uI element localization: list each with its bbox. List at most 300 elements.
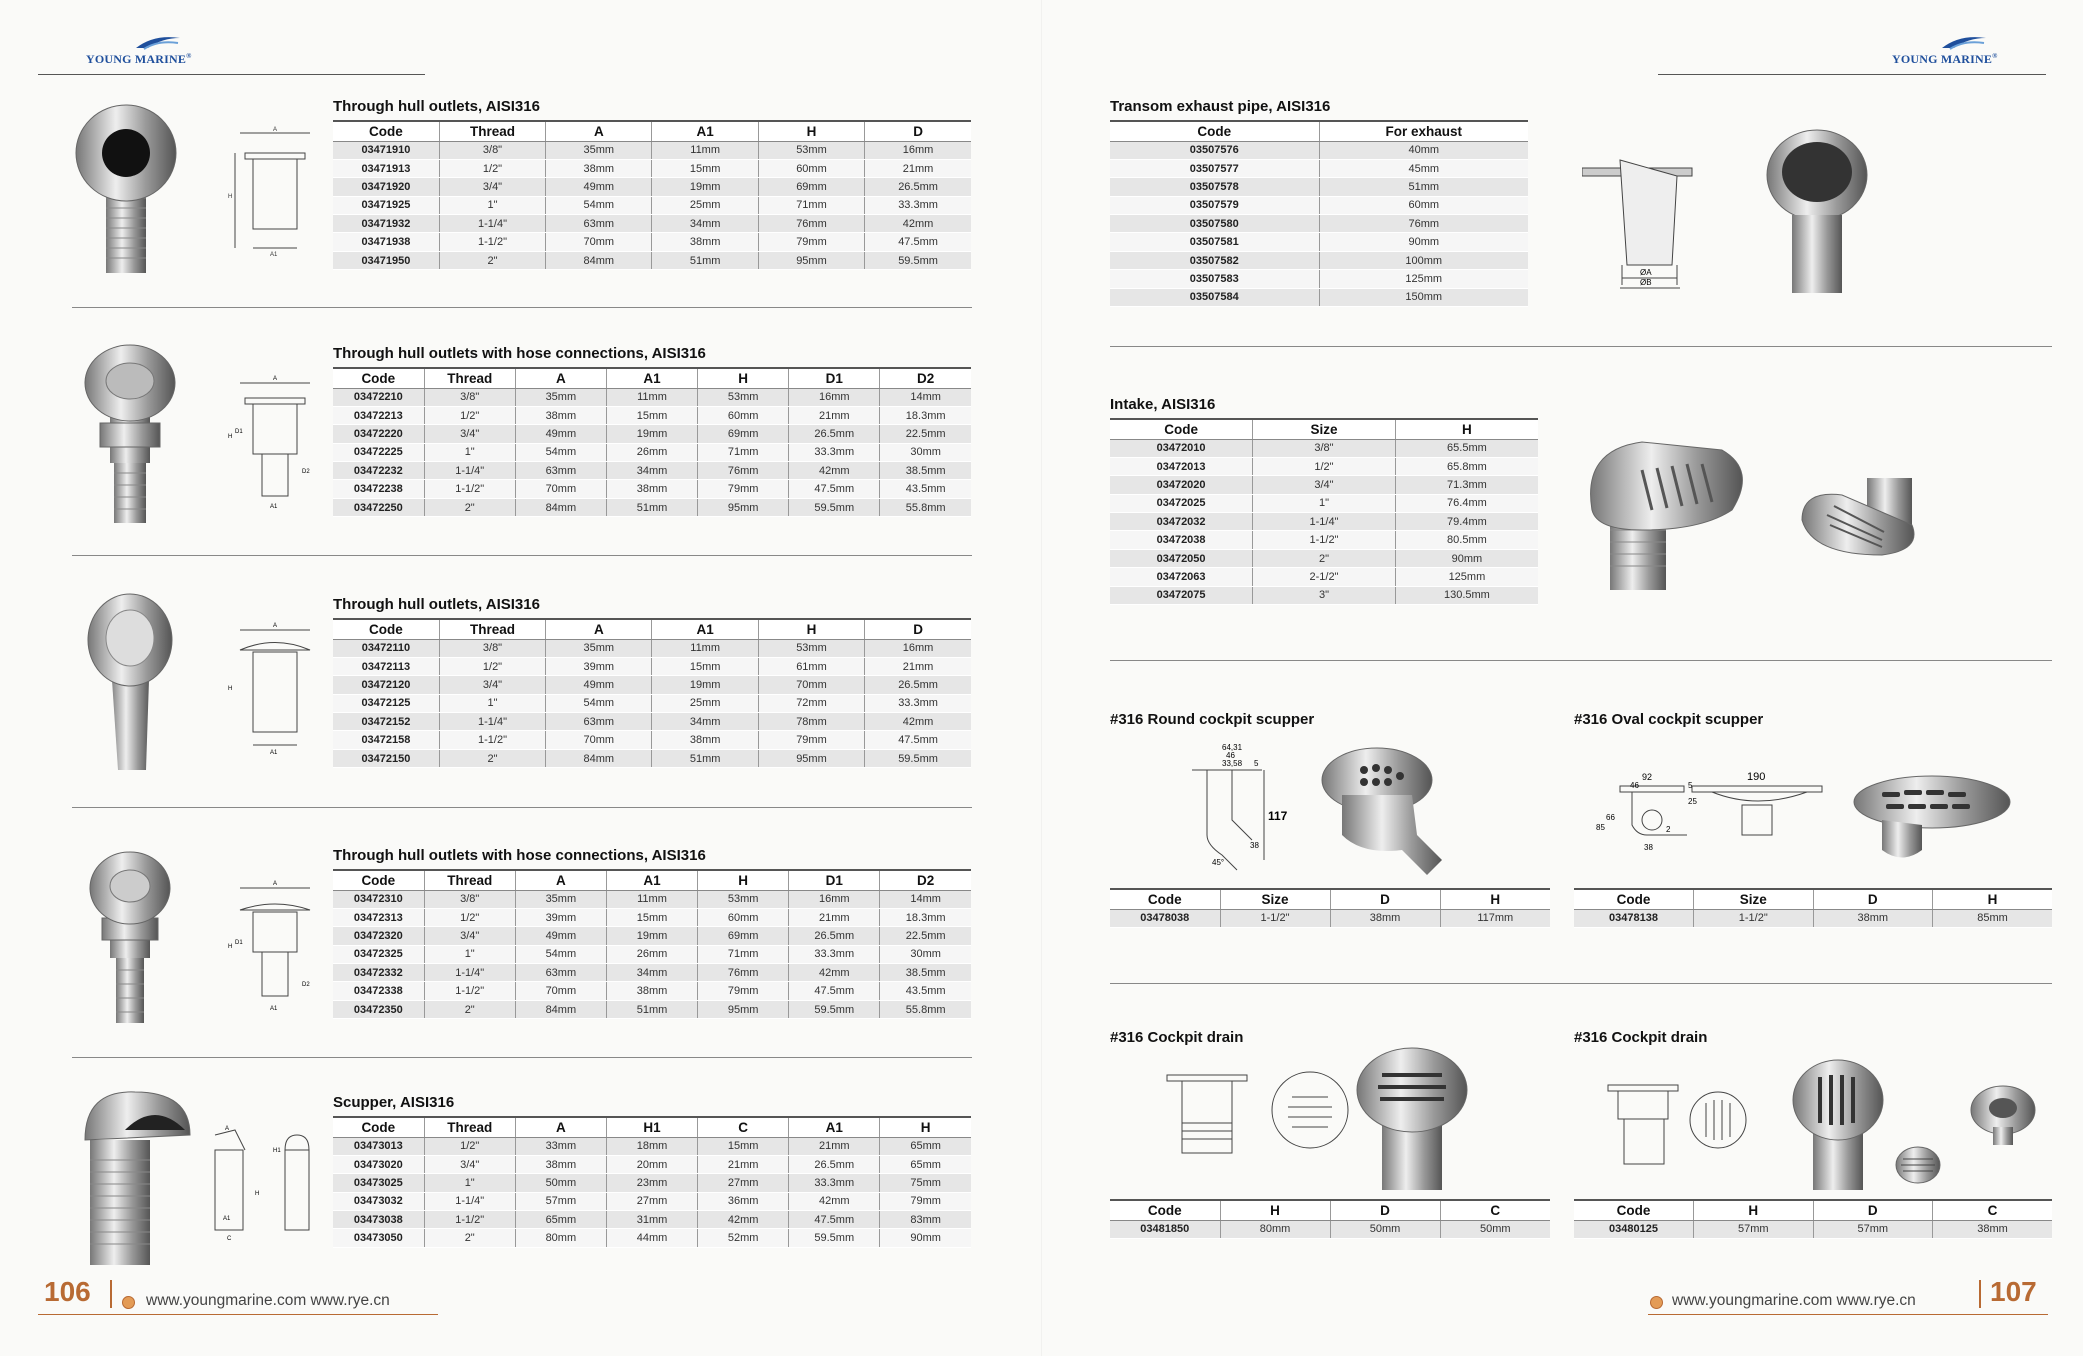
spec-table [333, 1116, 971, 1248]
column-header: Code [333, 619, 439, 639]
section-round-scupper [1110, 888, 1550, 928]
column-header: Size [1220, 889, 1330, 909]
drawing-label: 46 [1630, 781, 1639, 790]
table-cell: 71mm [698, 443, 789, 461]
table-cell: 19mm [652, 178, 758, 196]
table-row [1574, 1220, 2052, 1238]
table-cell: 21mm [789, 1137, 880, 1155]
spec-table [333, 367, 971, 517]
table-cell: 38mm [606, 480, 697, 498]
table-row [333, 141, 971, 159]
table-cell: 03507576 [1110, 141, 1319, 159]
svg-text:A1: A1 [270, 1006, 278, 1012]
table-cell: 84mm [546, 251, 652, 269]
column-header: H [758, 121, 864, 141]
table-cell: 03472113 [333, 657, 439, 675]
table-cell: 38.5mm [880, 964, 971, 982]
spec-table [333, 869, 971, 1019]
table-row [333, 406, 971, 424]
table-row [1110, 909, 1550, 927]
table-row [333, 639, 971, 657]
table-cell: 51mm [606, 1000, 697, 1018]
page-number: 106 [44, 1276, 91, 1307]
table-cell: 15mm [606, 406, 697, 424]
table-row [1110, 568, 1538, 586]
table-row [1110, 513, 1538, 531]
table-cell: 95mm [698, 498, 789, 516]
table-cell: 42mm [865, 215, 971, 233]
product-photo [70, 98, 340, 288]
brand-mark: ® [186, 52, 192, 60]
table-cell: 26.5mm [789, 425, 880, 443]
table-cell: 03473013 [333, 1137, 424, 1155]
table-cell: 61mm [758, 657, 864, 675]
table-cell: 39mm [515, 908, 606, 926]
table-cell: 57mm [1813, 1220, 1933, 1238]
table-cell: 03472063 [1110, 568, 1253, 586]
table-cell: 42mm [698, 1211, 789, 1229]
table-cell: 2" [1253, 549, 1396, 567]
table-cell: 26mm [606, 945, 697, 963]
table-cell: 27mm [698, 1174, 789, 1192]
section-divider [1110, 983, 2052, 984]
table-cell: 95mm [758, 749, 864, 767]
table-cell: 03473025 [333, 1174, 424, 1192]
table-cell: 33mm [515, 1137, 606, 1155]
table-cell: 59.5mm [789, 1000, 880, 1018]
table-cell: 90mm [880, 1229, 971, 1247]
table-cell: 1-1/4" [439, 215, 545, 233]
table-cell: 1/2" [1253, 457, 1396, 475]
table-row [333, 178, 971, 196]
table-cell: 50mm [1440, 1220, 1550, 1238]
table-row [333, 676, 971, 694]
drawing-label: 38 [1250, 841, 1259, 850]
table-cell: 117mm [1440, 909, 1550, 927]
table-cell: 03472038 [1110, 531, 1253, 549]
svg-text:A1: A1 [223, 1216, 231, 1222]
section-through-hull-2 [333, 596, 971, 768]
column-header: H [1933, 889, 2053, 909]
table-cell: 03472310 [333, 890, 424, 908]
table-row [333, 1174, 971, 1192]
table-row [1110, 549, 1538, 567]
column-header: Code [1110, 121, 1319, 141]
drawing-label: 25 [1688, 797, 1697, 806]
table-cell: 125mm [1319, 270, 1528, 288]
table-cell: 3/4" [424, 425, 515, 443]
table-cell: 34mm [652, 713, 758, 731]
header-rule [1658, 74, 2046, 75]
section-divider [1110, 346, 2052, 347]
table-cell: 69mm [698, 425, 789, 443]
table-cell: 54mm [546, 694, 652, 712]
column-header: Size [1253, 419, 1396, 439]
table-row [333, 1229, 971, 1247]
brand-name: YOUNG MARINE [86, 52, 187, 66]
table-cell: 03472032 [1110, 513, 1253, 531]
section-cockpit-drain-2-title [1574, 1029, 2052, 1051]
table-cell: 1/2" [424, 406, 515, 424]
table-cell: 90mm [1319, 233, 1528, 251]
table-cell: 1-1/2" [1253, 531, 1396, 549]
table-cell: 1/2" [439, 657, 545, 675]
table-cell: 03472010 [1110, 439, 1253, 457]
spec-table [1574, 1199, 2052, 1239]
brand-logo [86, 52, 192, 67]
table-cell: 03507582 [1110, 251, 1319, 269]
table-cell: 50mm [515, 1174, 606, 1192]
table-cell: 150mm [1319, 288, 1528, 306]
table-cell: 45mm [1319, 159, 1528, 177]
table-row [333, 498, 971, 516]
table-cell: 47.5mm [789, 1211, 880, 1229]
section-divider [1110, 660, 2052, 661]
column-header: D [1813, 889, 1933, 909]
column-header: D1 [789, 368, 880, 388]
table-cell: 80mm [1220, 1220, 1330, 1238]
table-cell: 33.3mm [789, 945, 880, 963]
column-header: A1 [606, 870, 697, 890]
section-through-hull-1 [333, 98, 971, 270]
table-cell: 43.5mm [880, 480, 971, 498]
svg-text:A1: A1 [270, 252, 278, 258]
table-cell: 42mm [865, 713, 971, 731]
table-cell: 31mm [606, 1211, 697, 1229]
table-cell: 19mm [606, 425, 697, 443]
table-cell: 03471920 [333, 178, 439, 196]
table-row [1110, 531, 1538, 549]
table-cell: 55.8mm [880, 1000, 971, 1018]
table-cell: 43.5mm [880, 982, 971, 1000]
section-title: Scupper, AISI316 [333, 1094, 455, 1111]
table-row [333, 731, 971, 749]
product-photo [70, 848, 340, 1038]
spec-table [333, 120, 971, 270]
table-cell: 130.5mm [1395, 586, 1538, 604]
table-cell: 03480125 [1574, 1220, 1694, 1238]
table-cell: 53mm [698, 890, 789, 908]
table-cell: 03478038 [1110, 909, 1220, 927]
product-drawing [1192, 740, 1522, 885]
table-cell: 3/8" [1253, 439, 1396, 457]
table-cell: 03472232 [333, 462, 424, 480]
column-header: A1 [652, 121, 758, 141]
table-cell: 30mm [880, 945, 971, 963]
table-cell: 71mm [758, 196, 864, 214]
table-cell: 38mm [546, 159, 652, 177]
table-cell: 76mm [698, 964, 789, 982]
table-cell: 2" [424, 1000, 515, 1018]
section-title: Transom exhaust pipe, AISI316 [1110, 98, 1331, 115]
svg-text:C: C [227, 1236, 232, 1242]
table-cell: 59.5mm [789, 498, 880, 516]
column-header: Size [1694, 889, 1814, 909]
table-cell: 16mm [789, 890, 880, 908]
table-cell: 63mm [546, 215, 652, 233]
table-cell: 125mm [1395, 568, 1538, 586]
table-cell: 83mm [880, 1211, 971, 1229]
drawing-label: 33,58 [1222, 759, 1243, 768]
table-cell: 53mm [758, 639, 864, 657]
column-header: H [1694, 1200, 1814, 1220]
product-drawing [1592, 770, 2052, 885]
table-cell: 1" [424, 1174, 515, 1192]
column-header: A1 [606, 368, 697, 388]
table-cell: 63mm [515, 964, 606, 982]
table-cell: 79.4mm [1395, 513, 1538, 531]
table-cell: 14mm [880, 890, 971, 908]
product-drawing [1582, 120, 1872, 305]
column-header: C [1933, 1200, 2053, 1220]
table-cell: 16mm [865, 639, 971, 657]
table-row [333, 964, 971, 982]
table-cell: 03472338 [333, 982, 424, 1000]
table-cell: 03471910 [333, 141, 439, 159]
spec-table [1110, 120, 1528, 307]
table-cell: 1-1/2" [424, 982, 515, 1000]
table-cell: 54mm [546, 196, 652, 214]
table-cell: 03507584 [1110, 288, 1319, 306]
table-row [333, 657, 971, 675]
table-cell: 03472320 [333, 927, 424, 945]
table-cell: 1-1/2" [424, 1211, 515, 1229]
table-cell: 65.8mm [1395, 457, 1538, 475]
table-cell: 1-1/4" [424, 1192, 515, 1210]
table-cell: 15mm [698, 1137, 789, 1155]
table-cell: 26.5mm [865, 178, 971, 196]
table-cell: 42mm [789, 462, 880, 480]
spec-table [1110, 1199, 1550, 1239]
table-cell: 3/4" [439, 178, 545, 196]
table-row [333, 1211, 971, 1229]
drawing-label: 92 [1642, 772, 1653, 782]
table-cell: 76mm [758, 215, 864, 233]
column-header: D [865, 619, 971, 639]
table-cell: 3/8" [439, 639, 545, 657]
column-header: D [1330, 1200, 1440, 1220]
table-cell: 69mm [758, 178, 864, 196]
table-cell: 55.8mm [880, 498, 971, 516]
table-cell: 70mm [546, 233, 652, 251]
table-row [1110, 586, 1538, 604]
table-cell: 15mm [606, 908, 697, 926]
page-number-separator [1979, 1280, 1981, 1308]
table-cell: 15mm [652, 657, 758, 675]
table-row [1110, 196, 1528, 214]
column-header: D [1813, 1200, 1933, 1220]
table-cell: 03471950 [333, 251, 439, 269]
table-cell: 1-1/4" [424, 462, 515, 480]
table-cell: 84mm [515, 498, 606, 516]
column-header: Code [333, 368, 424, 388]
table-cell: 34mm [652, 215, 758, 233]
table-row [1110, 215, 1528, 233]
table-cell: 1" [1253, 494, 1396, 512]
footer-rule [1648, 1314, 2048, 1315]
column-header: Thread [439, 619, 545, 639]
table-cell: 03507583 [1110, 270, 1319, 288]
table-cell: 03472152 [333, 713, 439, 731]
table-cell: 03473038 [333, 1211, 424, 1229]
brand-logo [1892, 52, 1998, 67]
table-cell: 03472110 [333, 639, 439, 657]
table-cell: 3/4" [439, 676, 545, 694]
table-cell: 03507580 [1110, 215, 1319, 233]
table-row [333, 251, 971, 269]
footer-url[interactable]: www.youngmarine.com www.rye.cn [1672, 1292, 1916, 1309]
svg-text:H: H [228, 686, 233, 692]
drawing-label: 5 [1254, 759, 1259, 768]
table-cell: 59.5mm [865, 251, 971, 269]
table-cell: 79mm [758, 233, 864, 251]
column-header: A1 [652, 619, 758, 639]
table-cell: 71.3mm [1395, 476, 1538, 494]
spec-table [1110, 418, 1538, 605]
svg-text:D1: D1 [235, 429, 243, 435]
table-cell: 3" [1253, 586, 1396, 604]
svg-text:A: A [225, 1126, 230, 1132]
column-header: D2 [880, 870, 971, 890]
drawing-label: 64,31 [1222, 743, 1243, 752]
left-page [0, 0, 1041, 1356]
column-header: D [1330, 889, 1440, 909]
section-title: #316 Round cockpit scupper [1110, 711, 1315, 728]
table-cell: 21mm [789, 908, 880, 926]
table-row [1110, 1220, 1550, 1238]
drawing-label: 38 [1644, 843, 1653, 852]
table-cell: 2" [439, 749, 545, 767]
table-cell: 47.5mm [865, 731, 971, 749]
svg-text:H1: H1 [273, 1148, 281, 1154]
table-cell: 47.5mm [789, 480, 880, 498]
table-cell: 18.3mm [880, 406, 971, 424]
table-cell: 38mm [515, 1155, 606, 1173]
table-cell: 03472313 [333, 908, 424, 926]
table-cell: 30mm [880, 443, 971, 461]
table-row [333, 159, 971, 177]
table-row [1110, 457, 1538, 475]
table-cell: 70mm [546, 731, 652, 749]
table-row [333, 1155, 971, 1173]
table-cell: 03472210 [333, 388, 424, 406]
column-header: Thread [439, 121, 545, 141]
table-cell: 11mm [652, 141, 758, 159]
drawing-label: 85 [1596, 823, 1605, 832]
section-transom-exhaust [1110, 98, 1528, 307]
table-row [333, 890, 971, 908]
table-cell: 1-1/2" [424, 480, 515, 498]
brand-name: YOUNG MARINE [1892, 52, 1993, 66]
svg-text:A: A [273, 623, 278, 629]
table-row [333, 908, 971, 926]
table-row [333, 1192, 971, 1210]
table-cell: 80.5mm [1395, 531, 1538, 549]
section-round-scupper-title [1110, 711, 1550, 733]
table-cell: 1/2" [424, 1137, 515, 1155]
table-row [1110, 159, 1528, 177]
svg-text:H: H [228, 434, 233, 440]
column-header: A [546, 619, 652, 639]
table-row [1110, 141, 1528, 159]
column-header: A [515, 870, 606, 890]
table-row [333, 462, 971, 480]
column-header: H [1220, 1200, 1330, 1220]
table-cell: 38mm [515, 406, 606, 424]
column-header: D1 [789, 870, 880, 890]
footer-rule [38, 1314, 438, 1315]
table-cell: 35mm [546, 639, 652, 657]
table-cell: 27mm [606, 1192, 697, 1210]
table-cell: 38mm [1813, 909, 1933, 927]
table-cell: 47.5mm [789, 982, 880, 1000]
table-cell: 79mm [698, 982, 789, 1000]
table-cell: 03471925 [333, 196, 439, 214]
column-header: H [698, 870, 789, 890]
table-cell: 70mm [515, 982, 606, 1000]
column-header: A [546, 121, 652, 141]
table-cell: 21mm [789, 406, 880, 424]
table-cell: 38mm [652, 731, 758, 749]
table-row [1110, 476, 1538, 494]
section-oval-scupper [1574, 888, 2052, 928]
table-cell: 14mm [880, 388, 971, 406]
table-cell: 78mm [758, 713, 864, 731]
table-cell: 51mm [652, 251, 758, 269]
column-header: Code [1110, 419, 1253, 439]
table-cell: 21mm [865, 657, 971, 675]
table-cell: 34mm [606, 964, 697, 982]
table-row [333, 480, 971, 498]
table-cell: 65mm [880, 1155, 971, 1173]
table-cell: 60mm [698, 908, 789, 926]
table-cell: 18.3mm [880, 908, 971, 926]
table-cell: 70mm [515, 480, 606, 498]
table-cell: 53mm [698, 388, 789, 406]
svg-text:A: A [273, 881, 278, 887]
column-header: D2 [880, 368, 971, 388]
product-photo [70, 343, 340, 533]
table-cell: 84mm [515, 1000, 606, 1018]
table-cell: 49mm [515, 927, 606, 945]
column-header: Code [1110, 889, 1220, 909]
table-cell: 03472125 [333, 694, 439, 712]
table-cell: 70mm [758, 676, 864, 694]
table-row [333, 233, 971, 251]
section-title: Through hull outlets, AISI316 [333, 596, 540, 613]
column-header: Code [333, 121, 439, 141]
drawing-label: 2 [1666, 825, 1671, 834]
table-cell: 76mm [698, 462, 789, 480]
table-cell: 15mm [652, 159, 758, 177]
column-header: Code [1574, 889, 1694, 909]
table-cell: 54mm [515, 443, 606, 461]
footer-url[interactable]: www.youngmarine.com www.rye.cn [146, 1292, 390, 1309]
brand-mark: ® [1992, 52, 1998, 60]
globe-icon [122, 1296, 135, 1309]
table-cell: 03472225 [333, 443, 424, 461]
wave-logo-icon [1940, 32, 1988, 50]
drawing-label: 45° [1212, 858, 1225, 867]
table-cell: 90mm [1395, 549, 1538, 567]
page-number: 107 [1990, 1276, 2037, 1307]
svg-text:A: A [273, 376, 278, 382]
section-title: #316 Cockpit drain [1574, 1029, 1708, 1046]
table-cell: 1-1/2" [439, 731, 545, 749]
table-cell: 60mm [1319, 196, 1528, 214]
table-cell: 03481850 [1110, 1220, 1220, 1238]
table-cell: 03507577 [1110, 159, 1319, 177]
